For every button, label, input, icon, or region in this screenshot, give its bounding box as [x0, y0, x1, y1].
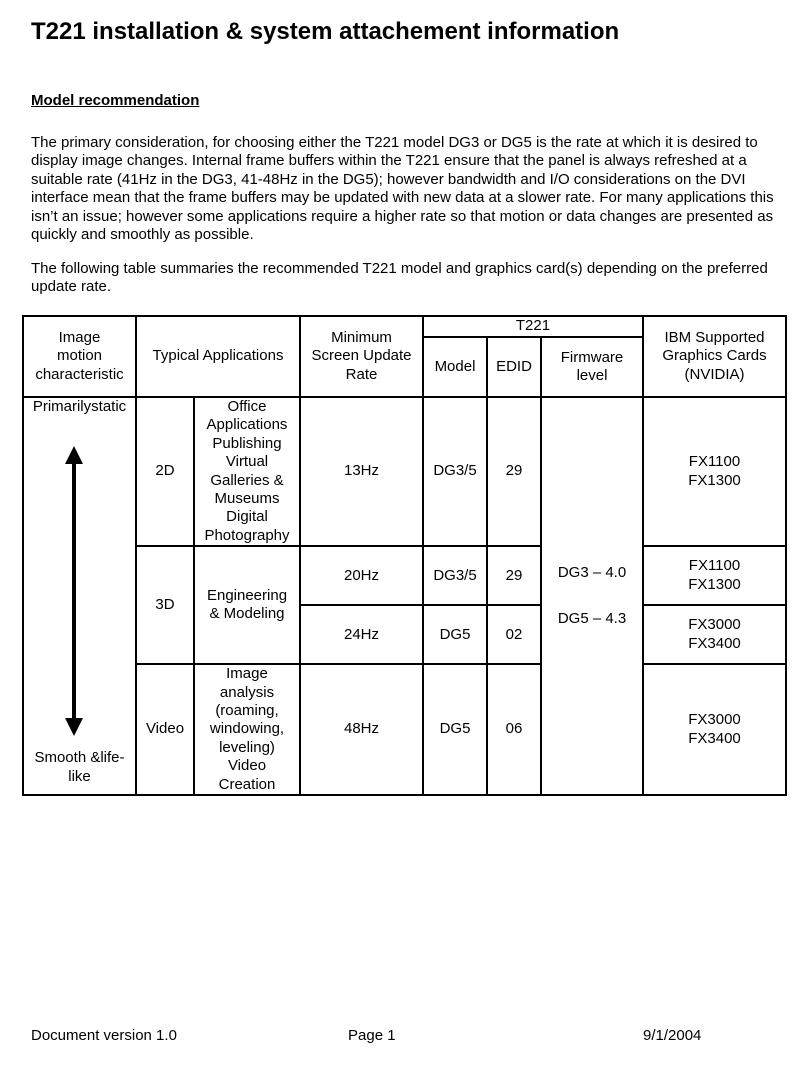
cards-2d: FX1100 FX1300 [643, 397, 786, 546]
cards-3d-b: FX3000 FX3400 [643, 605, 786, 664]
document-version: Document version 1.0 [31, 1027, 177, 1044]
category-2d: 2D [136, 397, 194, 546]
edid-3d-a: 29 [487, 546, 541, 605]
section-heading: Model recommendation [31, 92, 200, 109]
table-row-3d-a [23, 546, 786, 605]
double-arrow-icon [65, 446, 83, 736]
model-video: DG5 [423, 664, 487, 795]
cards-video: FX3000 FX3400 [643, 664, 786, 795]
header-t221: T221 [423, 316, 643, 337]
model-3d-a: DG3/5 [423, 546, 487, 605]
header-typical-applications: Typical Applications [136, 316, 300, 397]
page-title: T221 installation & system attachement information [31, 18, 620, 45]
intro-paragraph: The primary consideration, for choosing either the T221 model DG3 or DG5 is the rate at which it is desired to display image changes. Internal frame buffers within the T221 ensure that the panel is always refreshed at a suitable rate (41Hz in the DG3, 41-48Hz in the DG5); however bandwidth and I/O considerations on the DVI interface mean that the frame buffers may be updated with new data at a slower rate. For many applications this isn’t an issue; however some applications require a higher rate so that motion or data changes are presented as quickly and smoothly as possible. [31, 134, 774, 244]
table-row-video [23, 664, 786, 795]
model-3d-b: DG5 [423, 605, 487, 664]
recommendation-table [22, 315, 787, 796]
applications-video: Image analysis (roaming, windowing, leveling) Video Creation [194, 664, 300, 795]
rate-2d: 13Hz [300, 397, 423, 546]
header-model: Model [423, 337, 487, 397]
motion-characteristic-cell [23, 397, 136, 795]
firmware-dg3: DG3 – 4.0 [557, 563, 627, 581]
firmware-dg5: DG5 – 4.3 [557, 610, 627, 628]
cards-3d-a: FX1100 FX1300 [643, 546, 786, 605]
rate-3d-a: 20Hz [300, 546, 423, 605]
motion-bottom-label: Smooth &life-like [34, 749, 125, 785]
edid-2d: 29 [487, 397, 541, 546]
page-number: Page 1 [348, 1027, 396, 1044]
category-3d: 3D [136, 546, 194, 664]
motion-top-label: Primarilystatic [32, 398, 127, 415]
header-graphics-cards: IBM Supported Graphics Cards (NVIDIA) [643, 316, 786, 397]
header-row-1 [23, 316, 786, 337]
firmware-cell [541, 397, 643, 795]
rate-video: 48Hz [300, 664, 423, 795]
document-date: 9/1/2004 [643, 1027, 702, 1044]
edid-3d-b: 02 [487, 605, 541, 664]
rate-3d-b: 24Hz [300, 605, 423, 664]
header-min-rate: Minimum Screen Update Rate [300, 316, 423, 397]
category-video: Video [136, 664, 194, 795]
model-2d: DG3/5 [423, 397, 487, 546]
table-row-2d [23, 397, 786, 546]
applications-2d: Office Applications Publishing Virtual Galleries & Museums Digital Photography [194, 397, 300, 546]
applications-3d: Engineering & Modeling [194, 546, 300, 664]
header-edid: EDID [487, 337, 541, 397]
table-intro-paragraph: The following table summaries the recommended T221 model and graphics card(s) depending on the preferred update rate. [31, 260, 768, 296]
header-firmware: Firmware level [541, 337, 643, 397]
header-image-motion: Image motion characteristic [23, 316, 136, 397]
edid-video: 06 [487, 664, 541, 795]
